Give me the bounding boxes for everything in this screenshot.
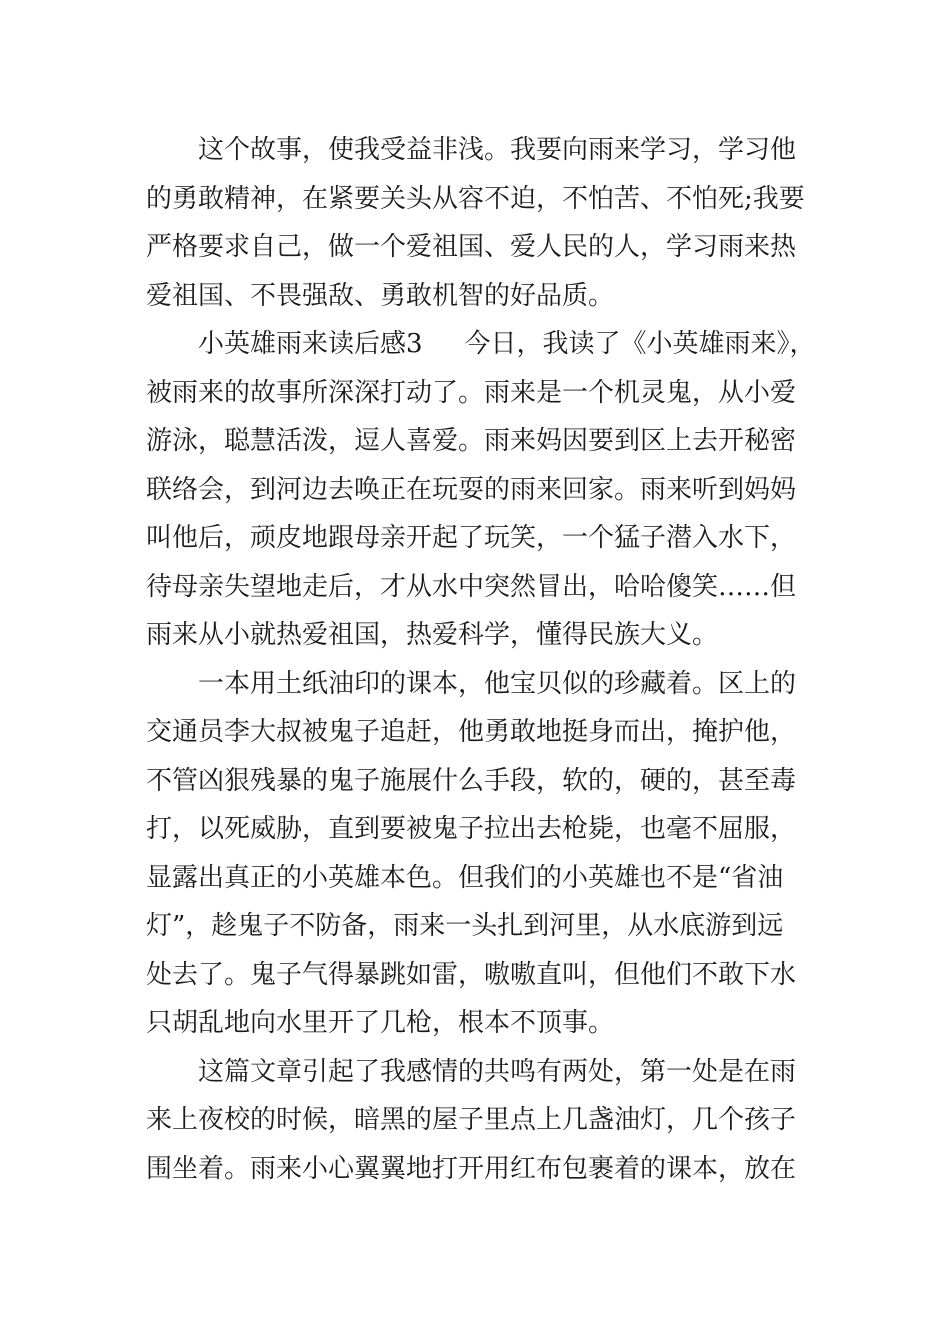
text-line: 叫他后，顽皮地跟母亲开起了玩笑，一个猛子潜入水下， [146, 523, 797, 553]
text-line [146, 320, 816, 369]
text-line: 交通员李大叔被鬼子追赶，他勇敢地挺身而出，掩护他， [146, 717, 797, 747]
text-line: 被雨来的故事所深深打动了。雨来是一个机灵鬼，从小爱 [146, 377, 797, 408]
text-line: 来上夜校的时候，暗黑的屋子里点上几盏油灯，几个孩子 [146, 1105, 797, 1135]
paragraph [146, 660, 808, 1048]
text-line: 这篇文章引起了我感情的共鸣有两处，第一处是在雨 [198, 1056, 797, 1087]
text-line: 游泳，聪慧活泼，逗人喜爱。雨来妈因要到区上去开秘密 [146, 426, 797, 456]
text-line: 显露出真正的小英雄本色。但我们的小英雄也不是“省油 [146, 862, 784, 893]
text-line: 爱祖国、不畏强敌、勇敢机智的好品质。 [146, 280, 615, 311]
paragraph [146, 1048, 808, 1194]
text-line: 打，以死威胁，直到要被鬼子拉出去枪毙，也毫不屈服， [146, 814, 797, 844]
text-line: 只胡乱地向水里开了几枪，根本不顶事。 [146, 1008, 615, 1038]
text-line: 雨来从小就热爱祖国，热爱科学，懂得民族大义。 [146, 620, 719, 650]
text-line-content: 今日，我读了《小英雄雨来》， [464, 329, 816, 359]
text-line: 这个故事，使我受益非浅。我要向雨来学习，学习他 [198, 135, 797, 165]
text-line: 一本用土纸油印的课本，他宝贝似的珍藏着。区上的 [198, 668, 797, 699]
section-heading: 小英雄雨来读后感3 [198, 329, 423, 359]
text-line: 灯”，趁鬼子不防备，雨来一头扎到河里，从水底游到远 [146, 911, 784, 941]
paragraph [146, 320, 816, 660]
paragraph [146, 126, 808, 320]
text-line: 严格要求自己，做一个爱祖国、爱人民的人，学习雨来热 [146, 232, 797, 262]
text-line: 的勇敢精神，在紧要关头从容不迫，不怕苦、不怕死;我要 [146, 183, 805, 214]
document-body [146, 126, 816, 1193]
text-line: 联络会，到河边去唤正在玩耍的雨来回家。雨来听到妈妈 [146, 474, 797, 505]
text-line: 不管凶狠残暴的鬼子施展什么手段，软的，硬的，甚至毒 [146, 765, 797, 796]
text-line: 围坐着。雨来小心翼翼地打开用红布包裹着的课本，放在 [146, 1153, 797, 1184]
text-line: 待母亲失望地走后，才从水中突然冒出，哈哈傻笑……但 [146, 571, 797, 602]
text-line: 处去了。鬼子气得暴跳如雷，嗷嗷直叫，但他们不敢下水 [146, 959, 797, 990]
